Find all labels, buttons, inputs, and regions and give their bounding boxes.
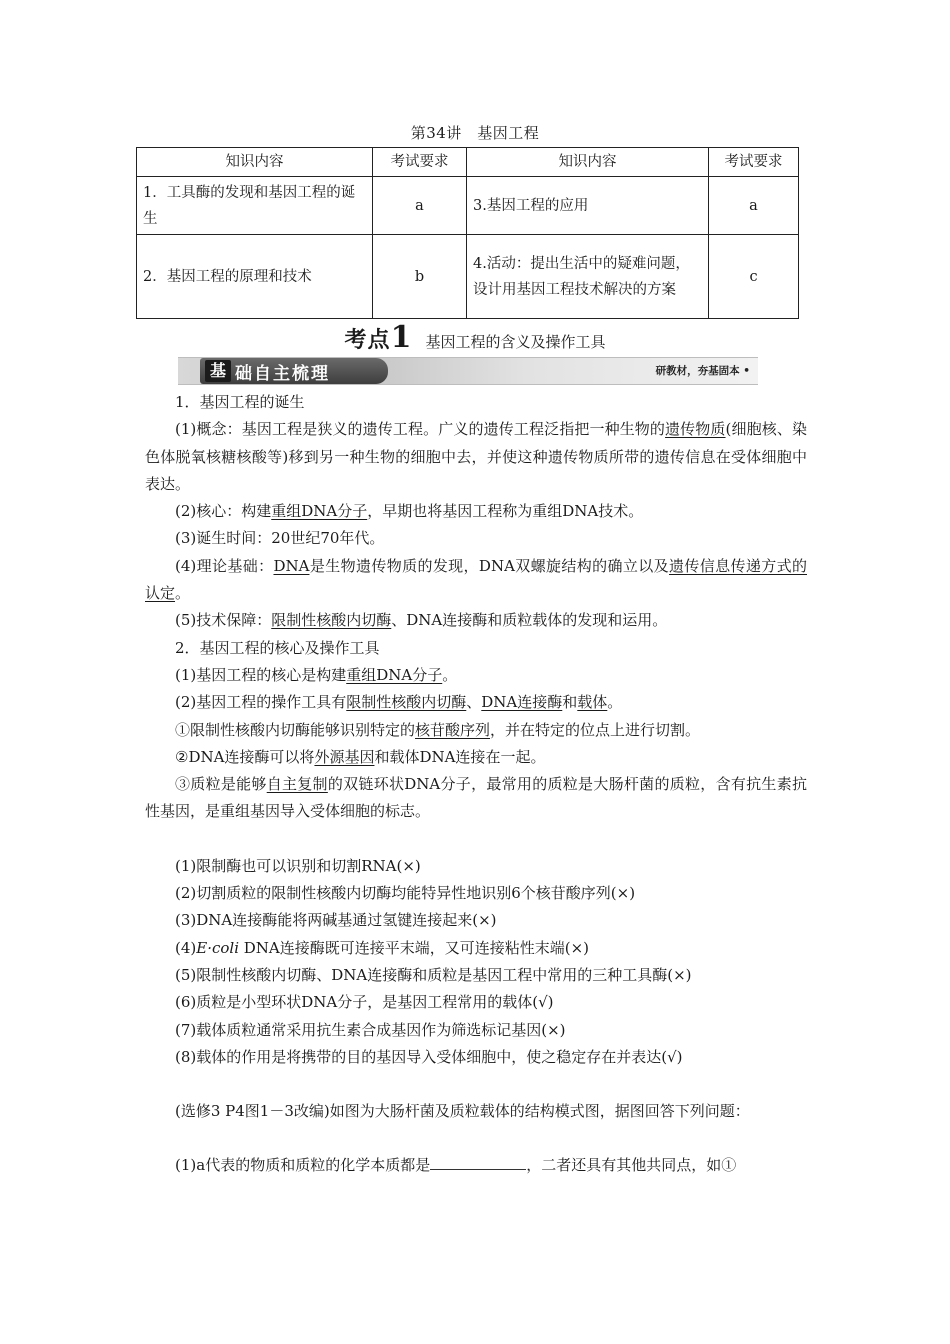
question-item: (1)a代表的物质和质粒的化学本质都是 ，二者还具有其他共同点，如① bbox=[175, 1156, 737, 1175]
paragraph: ②DNA连接酶可以将外源基因和载体DNA连接在一起。 bbox=[175, 747, 546, 766]
table-header: 知识内容 bbox=[137, 148, 373, 177]
paragraph: (5)技术保障：限制性核酸内切酶、DNA连接酶和质粒载体的发现和运用。 bbox=[175, 611, 668, 630]
kaodian-label: 考点 bbox=[344, 328, 391, 353]
foundation-banner bbox=[178, 357, 758, 385]
table-row bbox=[137, 177, 799, 235]
section-2-heading: 2．基因工程的核心及操作工具 bbox=[175, 638, 380, 657]
table-cell: b bbox=[373, 235, 467, 319]
paragraph: (1)基因工程的核心是构建重组DNA分子。 bbox=[175, 665, 458, 684]
paragraph: ①限制性核酸内切酶能够识别特定的核苷酸序列，并在特定的位点上进行切割。 bbox=[175, 720, 701, 739]
table-cell: 3.基因工程的应用 bbox=[467, 177, 709, 235]
table-header-row bbox=[137, 148, 799, 177]
table-row bbox=[137, 235, 799, 319]
table-header: 知识内容 bbox=[467, 148, 709, 177]
banner-ji-block: 基 bbox=[205, 360, 231, 382]
section-heading bbox=[0, 320, 950, 355]
kaodian-number: 1 bbox=[390, 320, 412, 355]
banner-label bbox=[200, 358, 388, 384]
answer-blank bbox=[430, 1155, 526, 1170]
paragraph: (4)理论基础：DNA是生物遗传物质的发现，DNA双螺旋结构的确立以及遗传信息传递方式的认定。 bbox=[145, 556, 807, 603]
banner-title: 础自主梳理 bbox=[235, 363, 330, 384]
kaodian-title: 基因工程的含义及操作工具 bbox=[425, 333, 606, 351]
exam-requirement-table bbox=[136, 147, 799, 319]
judge-item: (3)DNA连接酶能将两碱基通过氢键连接起来(×) bbox=[175, 911, 497, 930]
judge-item: (6)质粒是小型环状DNA分子，是基因工程常用的载体(√) bbox=[175, 993, 554, 1012]
table-cell: 1．工具酶的发现和基因工程的诞生 bbox=[137, 177, 373, 235]
question-intro: (选修3 P4图1－3改编)如图为大肠杆菌及质粒载体的结构模式图，据图回答下列问题： bbox=[175, 1102, 750, 1121]
judge-item: (2)切割质粒的限制性核酸内切酶均能特异性地识别6个核苷酸序列(×) bbox=[175, 884, 636, 903]
paragraph: (1)概念：基因工程是狭义的遗传工程。广义的遗传工程泛指把一种生物的遗传物质(细胞核、染色体脱氧核糖核酸等)移到另一种生物的细胞中去，并使这种遗传物质所带的遗传信息在受体细胞中表达。 bbox=[145, 420, 807, 493]
judge-item: (8)载体的作用是将携带的目的基因导入受体细胞中，使之稳定存在并表达(√) bbox=[175, 1047, 683, 1066]
table-cell: a bbox=[709, 177, 799, 235]
judge-item: (1)限制酶也可以识别和切割RNA(×) bbox=[175, 856, 421, 875]
judge-item: (5)限制性核酸内切酶、DNA连接酶和质粒是基因工程中常用的三种工具酶(×) bbox=[175, 965, 692, 984]
table-cell: c bbox=[709, 235, 799, 319]
paragraph: (2)基因工程的操作工具有限制性核酸内切酶、DNA连接酶和载体。 bbox=[175, 693, 623, 712]
table-cell: a bbox=[373, 177, 467, 235]
table-cell: 2．基因工程的原理和技术 bbox=[137, 235, 373, 319]
lecture-title: 第34讲 基因工程 bbox=[410, 124, 540, 142]
banner-slogan: 研教材，夯基固本 • bbox=[655, 365, 750, 377]
section-1-heading: 1．基因工程的诞生 bbox=[175, 393, 305, 411]
paragraph: ③质粒是能够自主复制的双链环状DNA分子，最常用的质粒是大肠杆菌的质粒，含有抗生素抗性基因，是重组基因导入受体细胞的标志。 bbox=[145, 775, 807, 821]
judge-item: (4)E·coli DNA连接酶既可连接平末端，又可连接粘性末端(×) bbox=[175, 938, 590, 957]
body-text bbox=[145, 389, 807, 1180]
table-cell: 4.活动：提出生活中的疑难问题，设计用基因工程技术解决的方案 bbox=[467, 235, 709, 319]
paragraph: (2)核心：构建重组DNA分子，早期也将基因工程称为重组DNA技术。 bbox=[175, 502, 644, 521]
table-header: 考试要求 bbox=[709, 148, 799, 177]
table-header: 考试要求 bbox=[373, 148, 467, 177]
judge-item: (7)载体质粒通常采用抗生素合成基因作为筛选标记基因(×) bbox=[175, 1020, 566, 1039]
paragraph: (3)诞生时间：20世纪70年代。 bbox=[175, 529, 385, 548]
